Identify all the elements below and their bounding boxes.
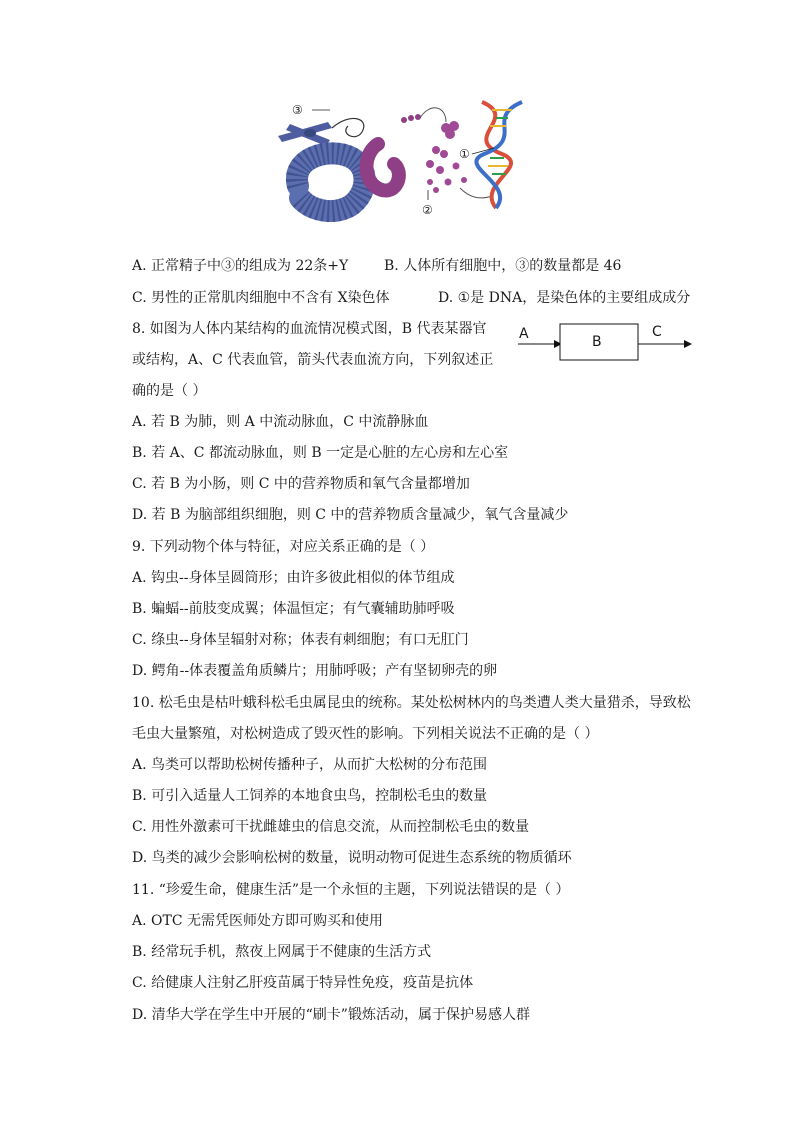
q9-option-b: B. 蝙蝠--前肢变成翼；体温恒定；有气囊辅助肺呼吸 — [132, 601, 455, 617]
q8-option-a: A. 若 B 为肺，则 A 中流动脉血，C 中流静脉血 — [132, 414, 429, 430]
vessel-a-label: A — [519, 326, 529, 342]
q10-option-d: D. 鸟类的减少会影响松树的数量，说明动物可促进生态系统的物质循环 — [132, 850, 572, 866]
q9-option-c: C. 绦虫--身体呈辐射对称；体表有刺细胞；有口无肛门 — [132, 632, 469, 648]
q11-option-b: B. 经常玩手机，熬夜上网属于不健康的生活方式 — [132, 944, 432, 960]
nucleosome-fiber — [366, 114, 421, 190]
q11-option-c: C. 给健康人注射乙肝疫苗属于特异性免疫，疫苗是抗体 — [132, 975, 474, 991]
q8-option-d: D. 若 B 为脑部组织细胞，则 C 中的营养物质含量减少，氧气含量减少 — [132, 507, 569, 523]
q11-stem: 11. “珍爱生命，健康生活”是一个永恒的主题，下列说法错误的是（ ） — [132, 882, 570, 898]
q8-option-b: B. 若 A、C 都流动脉血，则 B 一定是心脏的左心房和左心室 — [132, 445, 509, 461]
q7-option-a: A. 正常精子中③的组成为 22条+Y — [132, 258, 349, 274]
marker-3: ③ — [292, 103, 303, 117]
fiber-loop — [332, 118, 364, 136]
q10-stem-line-2: 毛虫大量繁殖，对松树造成了毁灭性的影响。下列相关说法不正确的是（ ） — [132, 726, 599, 742]
q8-option-c: C. 若 B 为小肠，则 C 中的营养物质和氧气含量都增加 — [132, 476, 470, 492]
q10-option-b: B. 可引入适量人工饲养的本地食虫鸟，控制松毛虫的数量 — [132, 788, 488, 804]
q11-option-d: D. 清华大学在学生中开展的“刷卡”锻炼活动，属于保护易感人群 — [132, 1007, 530, 1023]
q10-stem-line-1: 10. 松毛虫是枯叶蛾科松毛虫属昆虫的统称。某处松树林内的鸟类遭人类大量猎杀，导致松 — [132, 695, 691, 711]
q9-option-d: D. 鳄角--体表覆盖角质鳞片；用肺呼吸；产有坚韧卵壳的卵 — [132, 663, 498, 679]
q8-stem-line-3: 确的是（ ） — [132, 383, 207, 399]
organ-b-label: B — [592, 334, 602, 350]
dna-double-helix — [476, 102, 522, 208]
arrow-c-icon — [684, 340, 692, 348]
q8-stem-line-1: 8. 如图为人体内某结构的血流情况模式图，B 代表某器官 — [132, 321, 487, 337]
q10-option-a: A. 鸟类可以帮助松树传播种子，从而扩大松树的分布范围 — [132, 757, 488, 773]
q8-stem-line-2: 或结构，A、C 代表血管，箭头代表血流方向，下列叙述正 — [132, 352, 494, 368]
chromosome-dna-figure — [270, 98, 532, 222]
q7-option-d: D. ①是 DNA，是染色体的主要组成成分 — [438, 290, 691, 306]
chromosome-shape — [278, 122, 332, 146]
q7-option-c: C. 男性的正常肌肉细胞中不含有 X染色体 — [132, 290, 390, 306]
q9-option-a: A. 钩虫--身体呈圆筒形；由许多彼此相似的体节组成 — [132, 570, 455, 586]
marker-1: ① — [459, 147, 470, 161]
coiled-chromatin — [297, 153, 365, 211]
q10-option-c: C. 用性外激素可干扰雌雄虫的信息交流，从而控制松毛虫的数量 — [132, 819, 530, 835]
q11-option-a: A. OTC 无需凭医师处方即可购买和使用 — [132, 913, 383, 929]
nucleosome-beads — [420, 108, 492, 198]
marker-2: ② — [422, 203, 433, 217]
q9-stem: 9. 下列动物个体与特征，对应关系正确的是（ ） — [132, 539, 435, 555]
q7-option-b: B. 人体所有细胞中，③的数量都是 46 — [384, 258, 622, 274]
blood-flow-diagram — [510, 322, 700, 362]
vessel-c-label: C — [652, 324, 662, 340]
